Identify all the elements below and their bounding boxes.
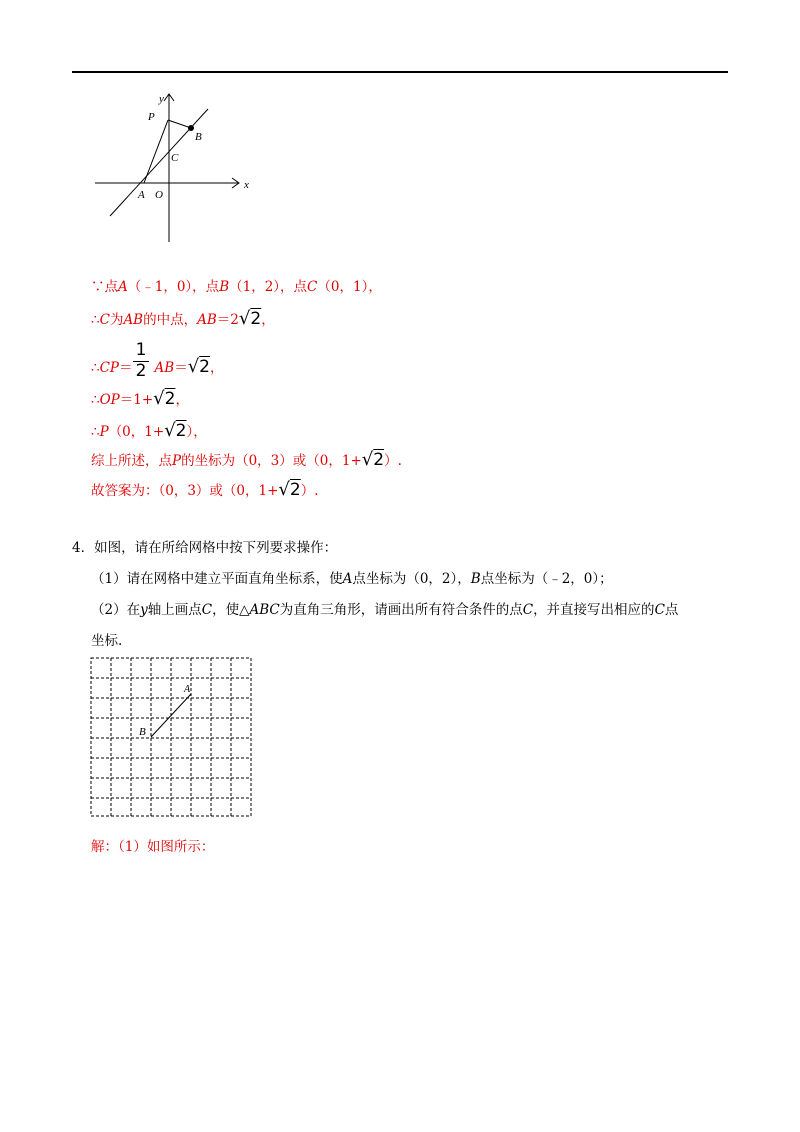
sqrt-symbol: √2 (361, 449, 385, 470)
segment-pa (144, 120, 168, 183)
header-rule (72, 71, 728, 73)
coordinate-figure (90, 90, 260, 250)
solution-line-5: ∴P（0，1+√2）， (91, 420, 207, 441)
grid-label-a: A (184, 684, 191, 695)
frac-numerator: 1 (135, 340, 147, 360)
segment-pb (168, 120, 191, 128)
label-c: C (171, 152, 179, 164)
sqrt-symbol: √2 (278, 479, 301, 500)
sqrt-symbol: √2 (238, 308, 262, 329)
problem4-part2-continued: 坐标. (91, 633, 123, 649)
label-b: B (195, 131, 202, 143)
solution-line-3: ∴CP＝ AB＝√2， (91, 356, 224, 377)
dashed-grid (90, 657, 252, 817)
answer-line: 解：（1）如图所示： (91, 839, 215, 855)
problem4-stem: 4．如图，请在所给网格中按下列要求操作： (72, 540, 338, 556)
label-a: A (138, 189, 145, 201)
grid-label-b: B (139, 726, 146, 738)
label-y: y (159, 93, 164, 105)
solution-line-7: 故答案为：（0，3）或（0，1+√2）. (91, 479, 319, 500)
point-b (188, 125, 194, 131)
sqrt-symbol: √2 (187, 356, 210, 377)
solution-line-4: ∴OP＝1+√2， (91, 388, 189, 409)
label-x: x (244, 179, 249, 191)
label-p: P (148, 111, 155, 123)
problem4-part1: （1）请在网格中建立平面直角坐标系，使A点坐标为（0，2），B点坐标为（﹣2，0）； (91, 571, 613, 587)
solution-line-6: 综上所述，点P的坐标为（0，3）或（0，1+√2）. (91, 449, 402, 470)
problem4-part2: （2）在y轴上画点C，使△ABC为直角三角形，请画出所有符合条件的点C，并直接写出相应的C点 (91, 602, 679, 618)
solution-line-2: ∴C为AB的中点，AB＝2√2， (91, 308, 275, 329)
sqrt-symbol: √2 (153, 388, 176, 409)
label-o: O (155, 189, 163, 201)
sqrt-symbol: √2 (164, 420, 187, 441)
solution-line-1: ∵点A（﹣1，0），点B（1，2），点C（0，1）， (91, 279, 382, 295)
frac-denominator: 2 (135, 361, 147, 381)
